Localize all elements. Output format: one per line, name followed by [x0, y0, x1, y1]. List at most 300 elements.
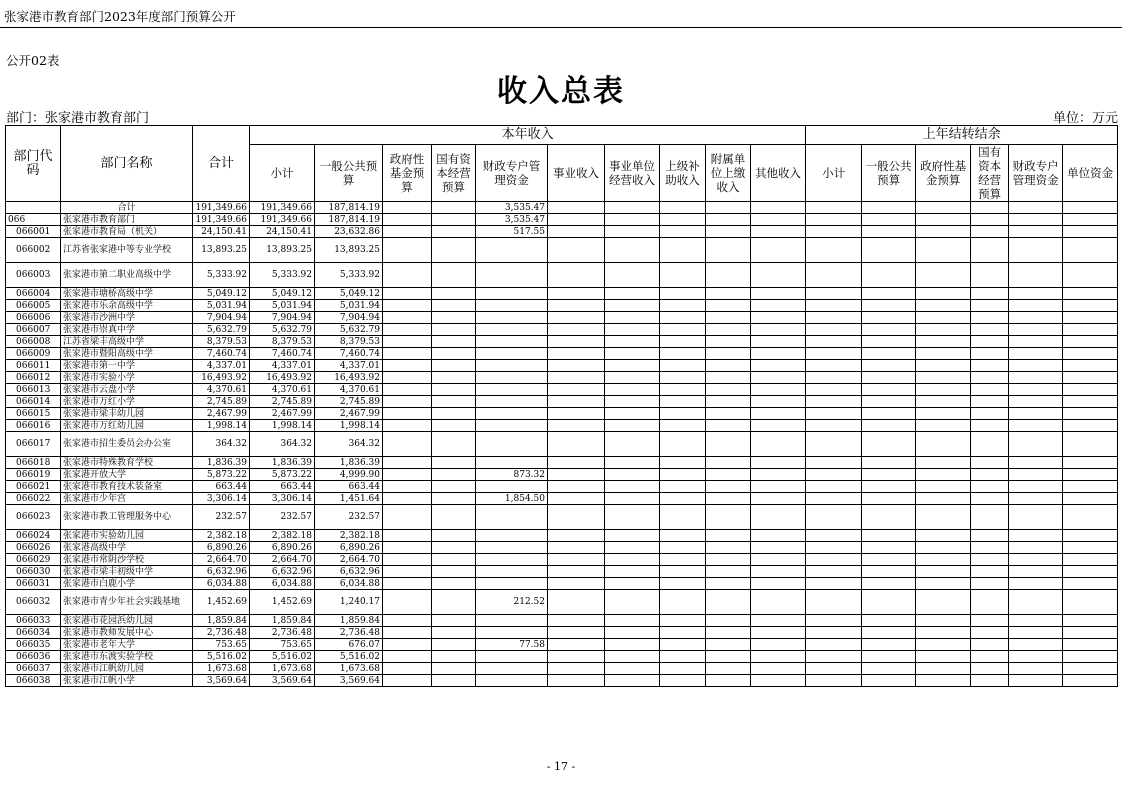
- cell-total: 5,333.92: [193, 263, 250, 288]
- cell-carryover-empty: [1009, 469, 1063, 481]
- cell-current-empty: [548, 238, 605, 263]
- cell-name: 张家港市教工管理服务中心: [61, 505, 193, 530]
- cell-current-empty: [751, 432, 806, 457]
- cell-current-empty: [706, 226, 751, 238]
- cell-carryover-empty: [1063, 590, 1118, 615]
- cell-current-empty: [605, 324, 660, 336]
- cell-fiscal-account: [476, 288, 548, 300]
- cell-carryover-empty: [916, 372, 971, 384]
- cell-current-empty: [605, 226, 660, 238]
- cell-total: 8,379.53: [193, 336, 250, 348]
- cell-carryover-empty: [916, 675, 971, 687]
- cell-current-empty: [605, 348, 660, 360]
- cell-fiscal-account: 873.32: [476, 469, 548, 481]
- cell-current-empty: [605, 542, 660, 554]
- cell-total: 4,370.61: [193, 384, 250, 396]
- table-row: [6, 530, 1118, 542]
- cell-carryover-empty: [971, 263, 1009, 288]
- cell-subtotal: 1,836.39: [250, 457, 315, 469]
- cell-current-empty: [706, 432, 751, 457]
- cell-fiscal-account: [476, 396, 548, 408]
- cell-gov-fund: [383, 457, 432, 469]
- cell-carryover-empty: [1063, 300, 1118, 312]
- cell-carryover-empty: [1063, 554, 1118, 566]
- cell-fiscal-account: [476, 336, 548, 348]
- cell-state-capital: [432, 202, 476, 214]
- cell-fiscal-account: [476, 263, 548, 288]
- cell-carryover-empty: [862, 651, 916, 663]
- cell-carryover-empty: [806, 469, 862, 481]
- cell-carryover-empty: [1009, 505, 1063, 530]
- cell-current-empty: [548, 336, 605, 348]
- cell-carryover-empty: [862, 384, 916, 396]
- cell-carryover-empty: [916, 554, 971, 566]
- cell-carryover-empty: [971, 554, 1009, 566]
- cell-code: 066026: [6, 542, 61, 554]
- cell-code: 066005: [6, 300, 61, 312]
- cell-carryover-empty: [1009, 348, 1063, 360]
- table-row: [6, 627, 1118, 639]
- cell-carryover-empty: [916, 300, 971, 312]
- cell-code: [6, 202, 61, 214]
- cell-current-empty: [605, 288, 660, 300]
- cell-current-empty: [548, 457, 605, 469]
- cell-carryover-empty: [862, 663, 916, 675]
- cell-fiscal-account: 3,535.47: [476, 202, 548, 214]
- cell-gov-fund: [383, 505, 432, 530]
- cell-current-empty: [706, 505, 751, 530]
- cell-gov-fund: [383, 639, 432, 651]
- cell-carryover-empty: [806, 457, 862, 469]
- col-header-carryover-3: 国有资本经营预算: [971, 145, 1009, 202]
- cell-fiscal-account: [476, 615, 548, 627]
- cell-current-empty: [660, 300, 706, 312]
- cell-current-empty: [660, 360, 706, 372]
- cell-carryover-empty: [1009, 238, 1063, 263]
- cell-carryover-empty: [862, 396, 916, 408]
- cell-current-empty: [751, 505, 806, 530]
- cell-current-empty: [660, 481, 706, 493]
- cell-general-budget: 5,516.02: [315, 651, 383, 663]
- cell-current-empty: [706, 469, 751, 481]
- cell-code: 066036: [6, 651, 61, 663]
- cell-carryover-empty: [916, 481, 971, 493]
- cell-name: 张家港市招生委员会办公室: [61, 432, 193, 457]
- cell-general-budget: 232.57: [315, 505, 383, 530]
- cell-total: 1,452.69: [193, 590, 250, 615]
- cell-fiscal-account: [476, 457, 548, 469]
- cell-current-empty: [548, 651, 605, 663]
- cell-current-empty: [660, 457, 706, 469]
- cell-gov-fund: [383, 481, 432, 493]
- cell-subtotal: 5,516.02: [250, 651, 315, 663]
- cell-current-empty: [706, 384, 751, 396]
- cell-carryover-empty: [1009, 226, 1063, 238]
- table-row: [6, 493, 1118, 505]
- cell-carryover-empty: [806, 432, 862, 457]
- cell-carryover-empty: [806, 481, 862, 493]
- cell-current-empty: [751, 663, 806, 675]
- cell-carryover-empty: [1009, 627, 1063, 639]
- cell-carryover-empty: [1009, 202, 1063, 214]
- cell-state-capital: [432, 396, 476, 408]
- cell-gov-fund: [383, 627, 432, 639]
- cell-current-empty: [660, 627, 706, 639]
- cell-carryover-empty: [916, 566, 971, 578]
- cell-current-empty: [751, 408, 806, 420]
- cell-current-empty: [548, 566, 605, 578]
- table-row: [6, 505, 1118, 530]
- cell-subtotal: 753.65: [250, 639, 315, 651]
- cell-current-empty: [751, 542, 806, 554]
- cell-name: 张家港市青少年社会实践基地: [61, 590, 193, 615]
- cell-general-budget: 5,049.12: [315, 288, 383, 300]
- cell-total: 24,150.41: [193, 226, 250, 238]
- cell-name: 江苏省梁丰高级中学: [61, 336, 193, 348]
- col-header-current-4: 财政专户管理资金: [476, 145, 548, 202]
- cell-current-empty: [751, 469, 806, 481]
- cell-current-empty: [605, 590, 660, 615]
- cell-name: 张家港市特殊教育学校: [61, 457, 193, 469]
- cell-carryover-empty: [862, 481, 916, 493]
- cell-general-budget: 4,337.01: [315, 360, 383, 372]
- cell-carryover-empty: [1063, 505, 1118, 530]
- col-header-current-9: 其他收入: [751, 145, 806, 202]
- cell-total: 2,664.70: [193, 554, 250, 566]
- table-row: [6, 312, 1118, 324]
- cell-carryover-empty: [1063, 312, 1118, 324]
- document-header: 张家港市教育部门2023年度部门预算公开: [4, 9, 236, 24]
- cell-carryover-empty: [1009, 542, 1063, 554]
- cell-subtotal: 1,673.68: [250, 663, 315, 675]
- cell-current-empty: [548, 481, 605, 493]
- unit-label: 单位：万元: [1052, 111, 1118, 126]
- cell-current-empty: [706, 202, 751, 214]
- cell-current-empty: [706, 530, 751, 542]
- cell-general-budget: 7,460.74: [315, 348, 383, 360]
- cell-carryover-empty: [971, 530, 1009, 542]
- cell-current-empty: [706, 639, 751, 651]
- cell-current-empty: [605, 493, 660, 505]
- cell-gov-fund: [383, 566, 432, 578]
- cell-general-budget: 2,382.18: [315, 530, 383, 542]
- cell-carryover-empty: [1063, 675, 1118, 687]
- cell-total: 1,836.39: [193, 457, 250, 469]
- cell-subtotal: 2,745.89: [250, 396, 315, 408]
- cell-code: 066007: [6, 324, 61, 336]
- cell-carryover-empty: [862, 627, 916, 639]
- cell-carryover-empty: [1009, 457, 1063, 469]
- cell-total: 13,893.25: [193, 238, 250, 263]
- cell-carryover-empty: [806, 396, 862, 408]
- cell-current-empty: [660, 312, 706, 324]
- cell-current-empty: [751, 566, 806, 578]
- cell-subtotal: 8,379.53: [250, 336, 315, 348]
- cell-carryover-empty: [806, 505, 862, 530]
- cell-current-empty: [751, 627, 806, 639]
- cell-current-empty: [751, 300, 806, 312]
- cell-carryover-empty: [1009, 554, 1063, 566]
- cell-code: 066019: [6, 469, 61, 481]
- table-row: [6, 481, 1118, 493]
- cell-carryover-empty: [971, 615, 1009, 627]
- cell-total: 3,306.14: [193, 493, 250, 505]
- cell-fiscal-account: [476, 627, 548, 639]
- cell-subtotal: 6,632.96: [250, 566, 315, 578]
- cell-carryover-empty: [971, 408, 1009, 420]
- cell-state-capital: [432, 336, 476, 348]
- cell-current-empty: [660, 469, 706, 481]
- cell-carryover-empty: [1063, 408, 1118, 420]
- cell-state-capital: [432, 542, 476, 554]
- cell-name: 合计: [61, 202, 193, 214]
- cell-carryover-empty: [862, 348, 916, 360]
- cell-current-empty: [605, 615, 660, 627]
- cell-state-capital: [432, 675, 476, 687]
- cell-general-budget: 7,904.94: [315, 312, 383, 324]
- cell-code: 066002: [6, 238, 61, 263]
- cell-gov-fund: [383, 384, 432, 396]
- cell-state-capital: [432, 238, 476, 263]
- cell-code: 066006: [6, 312, 61, 324]
- cell-total: 5,873.22: [193, 469, 250, 481]
- cell-carryover-empty: [916, 651, 971, 663]
- cell-general-budget: 5,632.79: [315, 324, 383, 336]
- group-header-carryover: 上年结转结余: [806, 126, 1118, 145]
- cell-general-budget: 1,859.84: [315, 615, 383, 627]
- cell-current-empty: [548, 300, 605, 312]
- cell-carryover-empty: [862, 469, 916, 481]
- cell-fiscal-account: [476, 238, 548, 263]
- cell-current-empty: [548, 420, 605, 432]
- cell-current-empty: [706, 675, 751, 687]
- cell-carryover-empty: [971, 590, 1009, 615]
- cell-name: 张家港市少年宫: [61, 493, 193, 505]
- cell-current-empty: [706, 238, 751, 263]
- cell-fiscal-account: [476, 432, 548, 457]
- cell-subtotal: 6,890.26: [250, 542, 315, 554]
- cell-code: 066030: [6, 566, 61, 578]
- cell-name: 张家港市暨阳高级中学: [61, 348, 193, 360]
- cell-code: 066033: [6, 615, 61, 627]
- cell-current-empty: [605, 432, 660, 457]
- cell-state-capital: [432, 651, 476, 663]
- table-row: [6, 226, 1118, 238]
- cell-current-empty: [548, 639, 605, 651]
- cell-state-capital: [432, 226, 476, 238]
- col-header-carryover-1: 一般公共预算: [862, 145, 916, 202]
- cell-subtotal: 191,349.66: [250, 202, 315, 214]
- cell-total: 2,736.48: [193, 627, 250, 639]
- cell-general-budget: 1,240.17: [315, 590, 383, 615]
- cell-carryover-empty: [916, 542, 971, 554]
- cell-subtotal: 7,904.94: [250, 312, 315, 324]
- cell-carryover-empty: [1009, 336, 1063, 348]
- table-row: [6, 396, 1118, 408]
- cell-total: 7,904.94: [193, 312, 250, 324]
- cell-carryover-empty: [971, 432, 1009, 457]
- cell-name: 张家港市梁丰初级中学: [61, 566, 193, 578]
- cell-total: 6,034.88: [193, 578, 250, 590]
- cell-code: 066: [6, 214, 61, 226]
- cell-fiscal-account: [476, 542, 548, 554]
- cell-carryover-empty: [1063, 663, 1118, 675]
- cell-carryover-empty: [916, 493, 971, 505]
- cell-general-budget: 187,814.19: [315, 202, 383, 214]
- cell-current-empty: [706, 554, 751, 566]
- cell-current-empty: [660, 288, 706, 300]
- cell-carryover-empty: [862, 615, 916, 627]
- cell-current-empty: [660, 675, 706, 687]
- cell-name: 张家港市实验幼儿园: [61, 530, 193, 542]
- cell-fiscal-account: 3,535.47: [476, 214, 548, 226]
- cell-carryover-empty: [971, 360, 1009, 372]
- cell-current-empty: [660, 493, 706, 505]
- cell-fiscal-account: [476, 675, 548, 687]
- cell-subtotal: 1,998.14: [250, 420, 315, 432]
- cell-general-budget: 663.44: [315, 481, 383, 493]
- table-row: [6, 469, 1118, 481]
- cell-subtotal: 5,031.94: [250, 300, 315, 312]
- cell-current-empty: [660, 408, 706, 420]
- cell-carryover-empty: [971, 457, 1009, 469]
- cell-subtotal: 2,736.48: [250, 627, 315, 639]
- cell-carryover-empty: [806, 384, 862, 396]
- cell-current-empty: [660, 396, 706, 408]
- cell-carryover-empty: [806, 348, 862, 360]
- cell-name: 张家港市第二职业高级中学: [61, 263, 193, 288]
- cell-current-empty: [660, 663, 706, 675]
- cell-carryover-empty: [971, 420, 1009, 432]
- cell-general-budget: 8,379.53: [315, 336, 383, 348]
- cell-total: 1,673.68: [193, 663, 250, 675]
- cell-total: 2,745.89: [193, 396, 250, 408]
- cell-total: 3,569.64: [193, 675, 250, 687]
- cell-current-empty: [605, 238, 660, 263]
- cell-name: 张家港市东渡实验学校: [61, 651, 193, 663]
- cell-carryover-empty: [916, 420, 971, 432]
- cell-carryover-empty: [806, 615, 862, 627]
- cell-total: 7,460.74: [193, 348, 250, 360]
- cell-current-empty: [605, 530, 660, 542]
- cell-gov-fund: [383, 420, 432, 432]
- cell-current-empty: [751, 372, 806, 384]
- cell-current-empty: [660, 578, 706, 590]
- cell-carryover-empty: [1063, 263, 1118, 288]
- cell-general-budget: 6,632.96: [315, 566, 383, 578]
- cell-carryover-empty: [806, 578, 862, 590]
- cell-carryover-empty: [806, 627, 862, 639]
- cell-gov-fund: [383, 396, 432, 408]
- cell-carryover-empty: [916, 384, 971, 396]
- cell-gov-fund: [383, 554, 432, 566]
- cell-gov-fund: [383, 288, 432, 300]
- cell-current-empty: [660, 639, 706, 651]
- cell-gov-fund: [383, 493, 432, 505]
- cell-name: 张家港市塘桥高级中学: [61, 288, 193, 300]
- cell-subtotal: 3,569.64: [250, 675, 315, 687]
- cell-carryover-empty: [862, 360, 916, 372]
- table-row: [6, 639, 1118, 651]
- cell-name: 张家港市云盘小学: [61, 384, 193, 396]
- cell-state-capital: [432, 663, 476, 675]
- cell-state-capital: [432, 348, 476, 360]
- cell-carryover-empty: [971, 348, 1009, 360]
- cell-carryover-empty: [1063, 372, 1118, 384]
- cell-current-empty: [605, 457, 660, 469]
- cell-code: 066018: [6, 457, 61, 469]
- cell-carryover-empty: [1063, 348, 1118, 360]
- table-row: [6, 263, 1118, 288]
- cell-carryover-empty: [862, 639, 916, 651]
- cell-carryover-empty: [1063, 566, 1118, 578]
- cell-general-budget: 13,893.25: [315, 238, 383, 263]
- cell-carryover-empty: [971, 675, 1009, 687]
- cell-current-empty: [548, 554, 605, 566]
- col-header-carryover-2: 政府性基金预算: [916, 145, 971, 202]
- cell-gov-fund: [383, 214, 432, 226]
- cell-current-empty: [706, 615, 751, 627]
- cell-current-empty: [751, 639, 806, 651]
- cell-carryover-empty: [862, 493, 916, 505]
- cell-subtotal: 1,452.69: [250, 590, 315, 615]
- cell-state-capital: [432, 566, 476, 578]
- cell-fiscal-account: [476, 566, 548, 578]
- cell-fiscal-account: [476, 300, 548, 312]
- cell-fiscal-account: [476, 530, 548, 542]
- cell-carryover-empty: [1009, 420, 1063, 432]
- cell-code: 066031: [6, 578, 61, 590]
- cell-current-empty: [660, 505, 706, 530]
- cell-gov-fund: [383, 663, 432, 675]
- cell-subtotal: 4,337.01: [250, 360, 315, 372]
- cell-carryover-empty: [916, 324, 971, 336]
- cell-carryover-empty: [806, 530, 862, 542]
- cell-gov-fund: [383, 226, 432, 238]
- cell-fiscal-account: 212.52: [476, 590, 548, 615]
- table-row: [6, 542, 1118, 554]
- cell-carryover-empty: [862, 226, 916, 238]
- table-row: [6, 420, 1118, 432]
- cell-current-empty: [605, 396, 660, 408]
- cell-carryover-empty: [862, 324, 916, 336]
- cell-current-empty: [548, 578, 605, 590]
- cell-fiscal-account: [476, 651, 548, 663]
- cell-carryover-empty: [862, 578, 916, 590]
- cell-general-budget: 1,451.64: [315, 493, 383, 505]
- col-header-carryover-4: 财政专户管理资金: [1009, 145, 1063, 202]
- cell-carryover-empty: [862, 408, 916, 420]
- cell-subtotal: 2,382.18: [250, 530, 315, 542]
- cell-total: 2,467.99: [193, 408, 250, 420]
- cell-current-empty: [548, 396, 605, 408]
- cell-carryover-empty: [806, 639, 862, 651]
- table-row: [6, 578, 1118, 590]
- cell-state-capital: [432, 481, 476, 493]
- cell-state-capital: [432, 372, 476, 384]
- cell-current-empty: [706, 408, 751, 420]
- cell-carryover-empty: [971, 226, 1009, 238]
- cell-current-empty: [706, 590, 751, 615]
- cell-carryover-empty: [971, 312, 1009, 324]
- cell-code: 066011: [6, 360, 61, 372]
- cell-carryover-empty: [1009, 663, 1063, 675]
- table-row: [6, 432, 1118, 457]
- cell-current-empty: [605, 360, 660, 372]
- cell-current-empty: [548, 288, 605, 300]
- cell-current-empty: [751, 384, 806, 396]
- cell-current-empty: [751, 202, 806, 214]
